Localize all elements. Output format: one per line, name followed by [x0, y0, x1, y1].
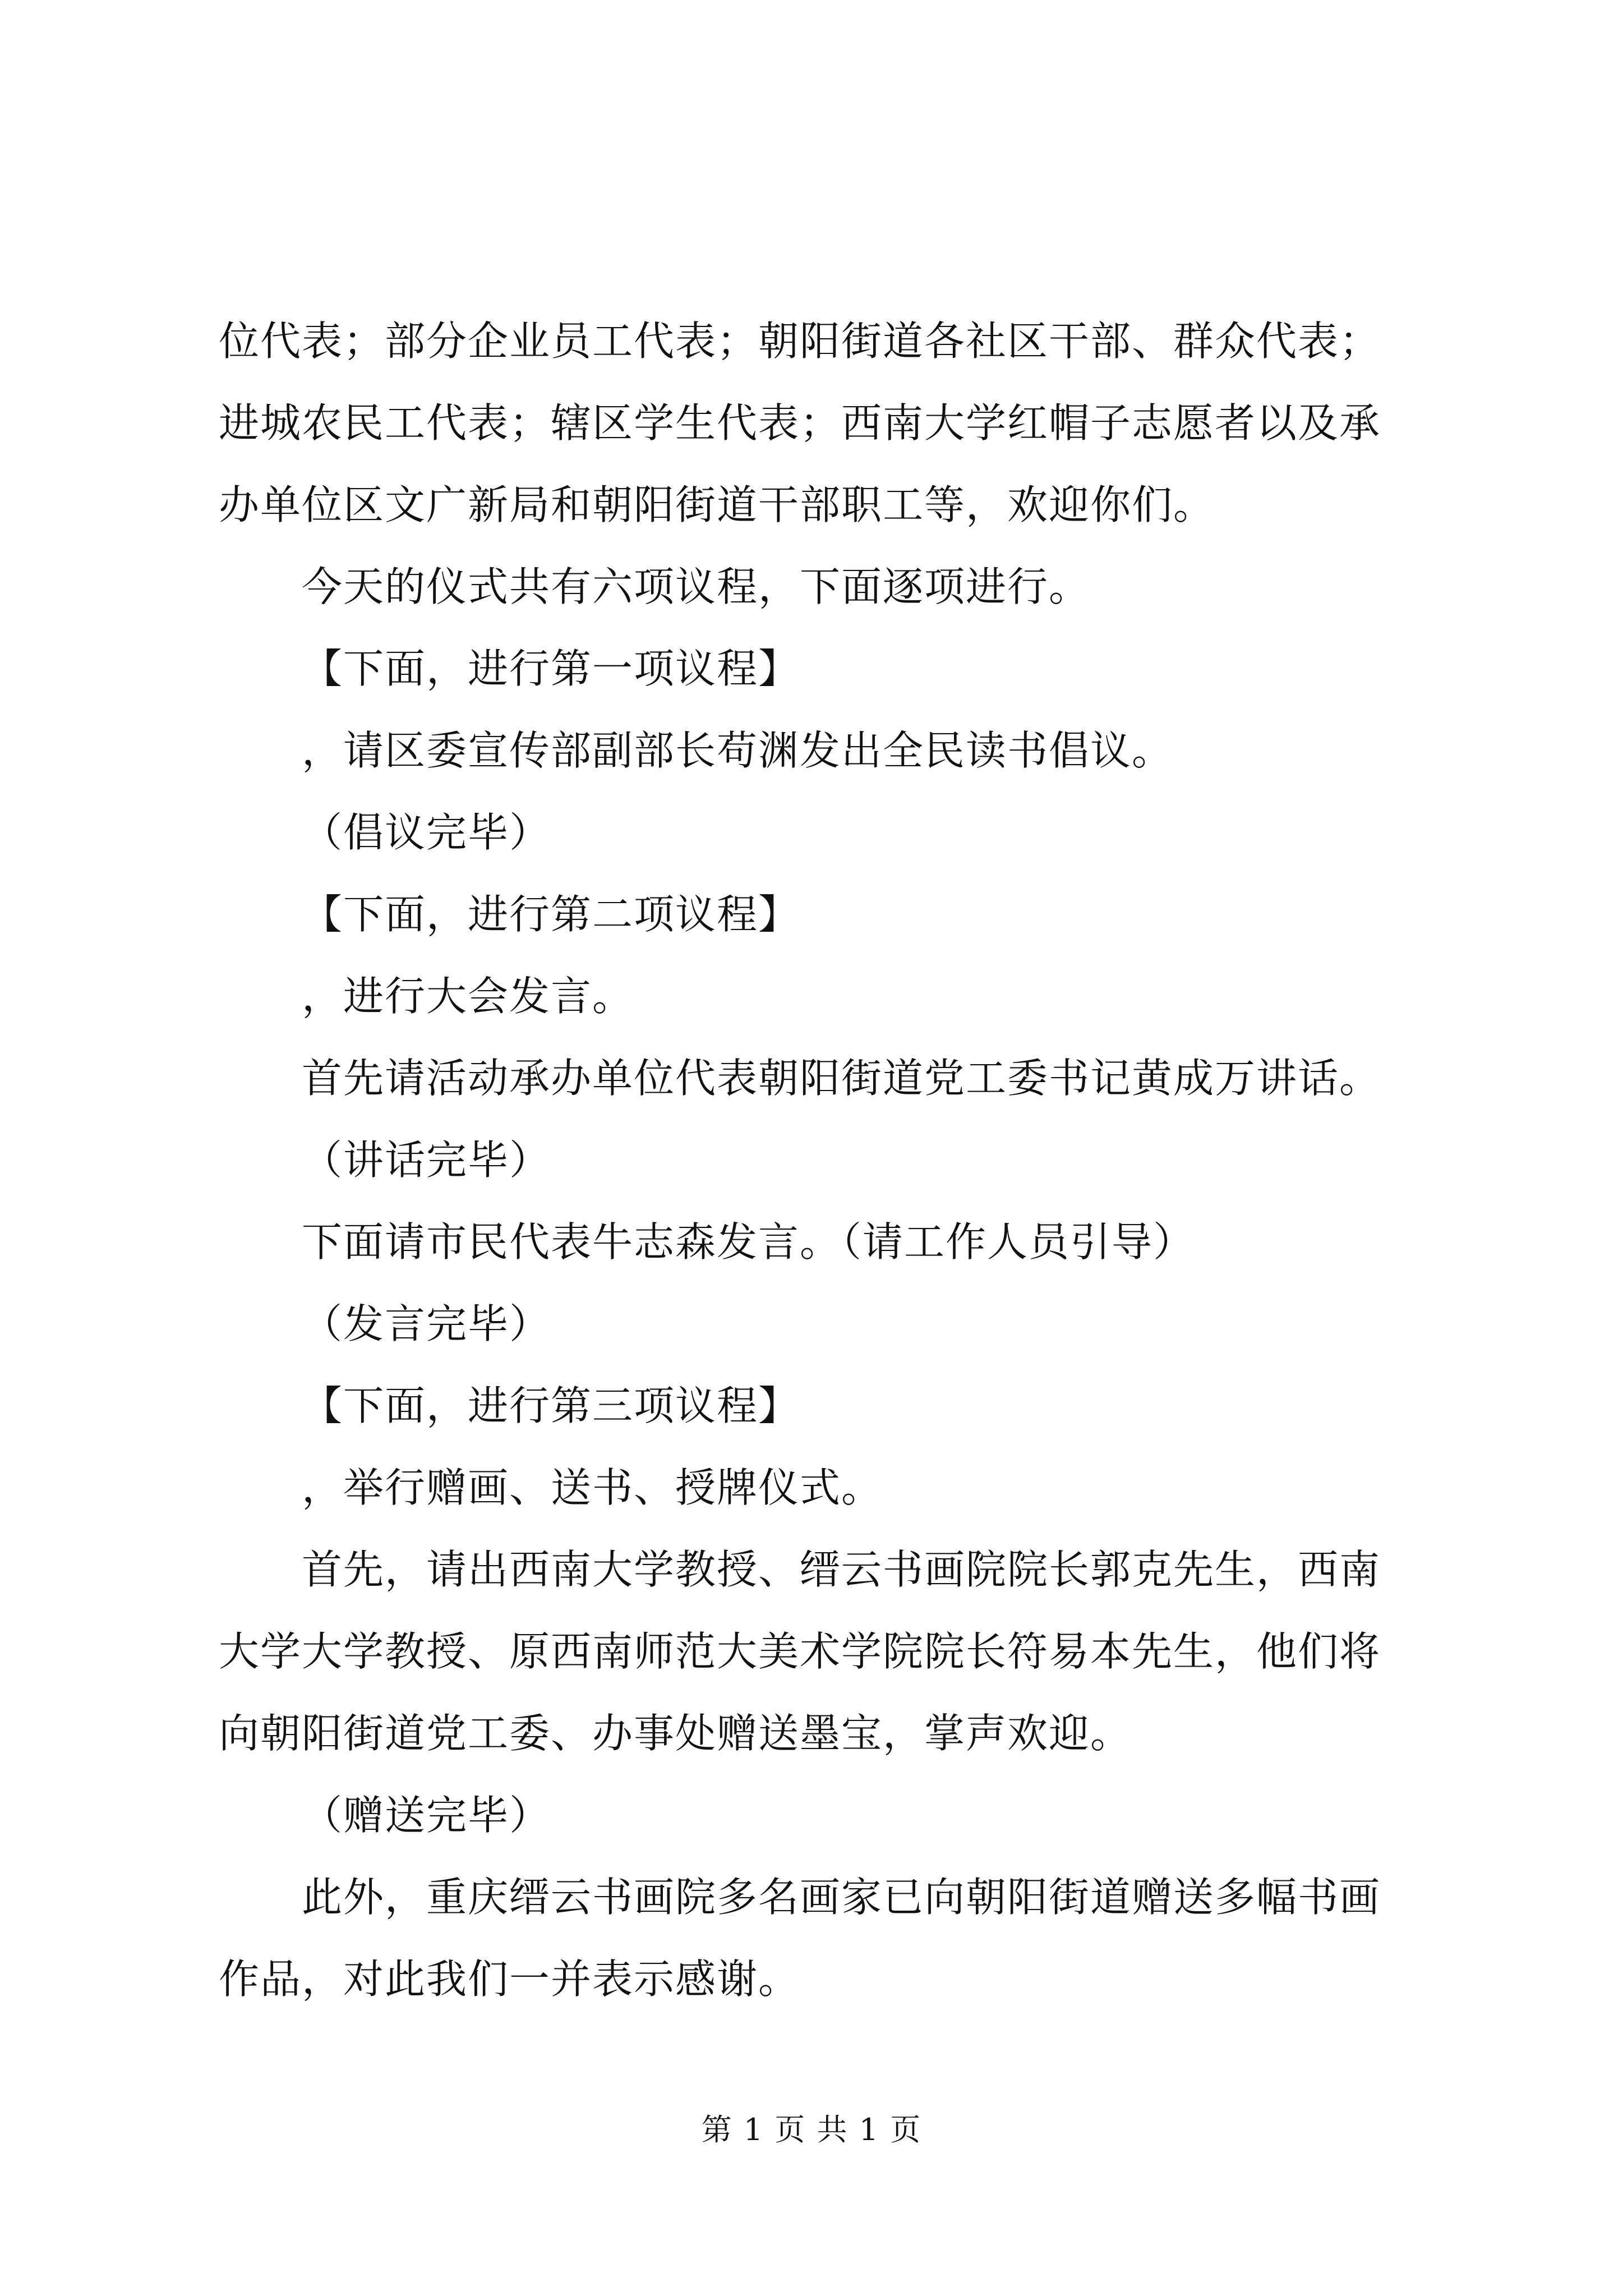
- paragraph-3: 【下面，进行第一项议程】: [302, 645, 800, 692]
- paragraph-10: 下面请市民代表牛志森发言。（请工作人员引导）: [302, 1218, 1195, 1266]
- paragraph-2: 今天的仪式共有六项议程，下面逐项进行。: [302, 563, 1091, 610]
- page-footer: 第 1 页 共 1 页: [701, 2112, 922, 2147]
- paragraph-16: 此外，重庆缙云书画院多名画家已向朝阳街道赠送多幅书画作品，对此我们一并表示感谢。: [219, 1874, 1381, 2003]
- paragraph-7: ，进行大会发言。: [302, 973, 634, 1020]
- paragraph-5: （倡议完毕）: [302, 809, 551, 856]
- paragraph-11: （发言完毕）: [302, 1300, 551, 1347]
- paragraph-12: 【下面，进行第三项议程】: [302, 1382, 800, 1429]
- paragraph-6: 【下面，进行第二项议程】: [302, 891, 800, 938]
- paragraph-13: ，举行赠画、送书、授牌仪式。: [302, 1464, 883, 1511]
- document-body: [219, 300, 1419, 2020]
- paragraph-1: 位代表；部分企业员工代表；朝阳街道各社区干部、群众代表；进城农民工代表；辖区学生代表；西南大学红帽子志愿者以及承办单位区文广新局和朝阳街道干部职工等，欢迎你们。: [219, 318, 1381, 528]
- paragraph-14: 首先，请出西南大学教授、缙云书画院院长郭克先生，西南大学大学教授、原西南师范大美术学院院长符易本先生，他们将向朝阳街道党工委、办事处赠送墨宝，掌声欢迎。: [219, 1546, 1381, 1757]
- paragraph-4: ，请区委宣传部副部长苟渊发出全民读书倡议。: [302, 727, 1174, 774]
- paragraph-9: （讲话完毕）: [302, 1137, 551, 1184]
- paragraph-15: （赠送完毕）: [302, 1792, 551, 1839]
- paragraph-8: 首先请活动承办单位代表朝阳街道党工委书记黄成万讲话。: [302, 1055, 1381, 1102]
